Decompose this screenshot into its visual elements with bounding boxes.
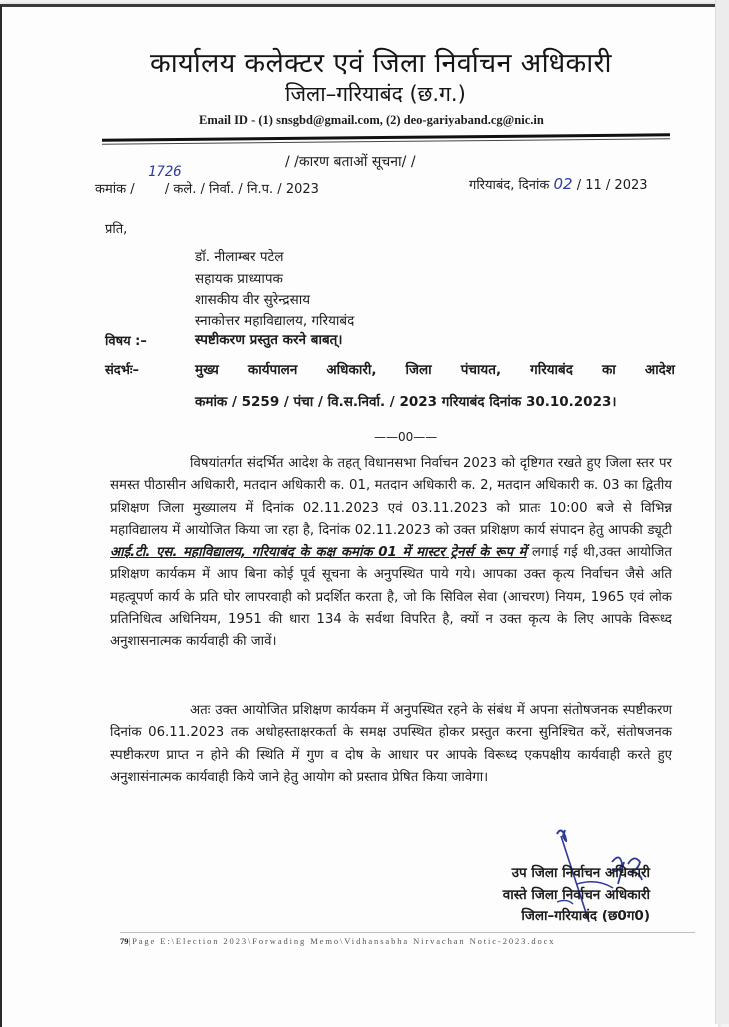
recipient-designation: सहायक प्राध्यापक [195, 271, 283, 287]
page-number: 79 [120, 936, 129, 946]
date-rest: / 11 / 2023 [576, 178, 648, 193]
office-title: कार्यालय कलेक्टर एवं जिला निर्वाचन अधिकारी [150, 48, 612, 79]
reference-number-line [95, 179, 319, 197]
para1-emphasis: आई.टी. एस. महाविद्यालय, गरियाबंद के कक्ष कमांक 01 में मास्टर ट्रेनर्स के रूप में [110, 545, 527, 561]
reference-word: का [601, 362, 616, 378]
ref-prefix: कमांक / [95, 182, 135, 197]
subject-text: स्पष्टीकरण प्रस्तुत करने बाबत्। [195, 332, 343, 348]
document-page [0, 4, 718, 1027]
footer-rule [120, 932, 695, 933]
to-label: प्रति, [105, 222, 128, 237]
reference-word: जिला [405, 362, 432, 378]
reference-label: संदर्भः– [105, 363, 139, 378]
recipient-institution: शासकीय वीर सुरेन्द्रसाय [195, 292, 311, 308]
date-line [469, 175, 648, 193]
body-paragraph-1 [110, 453, 672, 654]
reference-word: अधिकारी, [326, 362, 377, 378]
signatory-district: जिला–गरियाबंद (छ0ग0) [521, 908, 650, 924]
reference-word: आदेश [644, 362, 675, 378]
reference-line-2: कमांक / 5259 / पंचा / वि.स.निर्वा. / 2023 गरियाबंद दिनांक 30.10.2023। [195, 394, 617, 410]
para1-text-start: विषयांतर्गत संदर्भित आदेश के तहत् विधानसभा निर्वाचन 2023 को दृष्टिगत रखते हुए जिला स्तर पर समस्त पीठासीन अधिकारी, मतदान अधिकारी क. 01, मतदान अधिकारी क. 2, मतदान अधिकारी क. 03 का द्वितीय प्रशिक्षण जिला मुख्यालय में दिनांक 02.11.2023 एवं 03.11.2023 को प्रातः 10:00 बजे से विभिन्न महाविद्यालय में आयोजित किया जा रहा है, दिनांक 02.11.2023 को उक्त प्रशिक्षण कार्य संपादन हेतु आपकी ड्यूटी [110, 456, 672, 538]
file-path: |Page E:\Election 2023\Forwading Memo\Vidhansabha Nirvachan Notic-2023.docx [128, 936, 556, 946]
signatory-on-behalf: वास्ते जिला निर्वाचन अधिकारी [502, 887, 650, 903]
reference-word: पंचायत, [460, 362, 502, 378]
handwritten-ref-number: 1726 [148, 164, 182, 180]
scan-edge-strip [715, 0, 729, 1024]
para2-text: अतः उक्त आयोजित प्रशिक्षण कार्यकम में अनुपस्थित रहने के संबंध में अपना संतोषजनक स्पष्टीकरण दिनांक 06.11.2023 तक अधोहस्ताक्षरकर्ता के समक्ष उपस्थित होकर प्रस्तुत करना सुनिश्चित करें, संतोषजनक स्पष्टीकरण प्राप्त न होने की स्थिति में गुण व दोष के आधार पर आपके विरूध्द एकपक्षीय कार्यवाही करते हुए अनुशासंनात्मक कार्यवाही किये जाने हेतु आयोग को प्रस्ताव प्रेषित किया जावेगा। [110, 703, 672, 785]
subject-label: विषय :– [105, 334, 147, 349]
reference-word: कार्यपालन [247, 362, 298, 378]
district-heading: जिला–गरियाबंद (छ.ग.) [285, 82, 466, 106]
notice-title: / /कारण बताओं सूचना/ / [285, 154, 416, 170]
body-paragraph-2 [110, 700, 672, 789]
ref-suffix: / कले. / निर्वा. / नि.प. / 2023 [164, 182, 319, 197]
reference-word: मुख्य [195, 362, 219, 378]
handwritten-date-day: 02 [553, 175, 573, 193]
recipient-institution-location: स्नाकोत्तर महाविद्यालय, गरियाबंद [195, 313, 355, 329]
signatory-designation: उप जिला निर्वाचन अधिकारी [511, 865, 650, 881]
date-prefix: गरियाबंद, दिनांक [469, 178, 550, 193]
footer-file-path [120, 936, 555, 946]
reference-line-1 [195, 360, 675, 378]
email-contact-line: Email ID - (1) snsgbd@gmail.com, (2) deo-gariyaband.cg@nic.in [199, 113, 544, 127]
section-divider: ——00—— [374, 430, 438, 444]
reference-word: गरियाबंद [530, 362, 573, 378]
recipient-name: डॉ. नीलाम्बर पटेल [195, 249, 284, 265]
para1-text-end: लगाई गई थी,उक्त आयोजित प्रशिक्षण कार्यकम में आप बिना कोई पूर्व सूचना के अनुपस्थित पाये गये। आपका उक्त कृत्य निर्वाचन जैसे अति महत्वूपर्ण कार्य के प्रति घोर लापरवाही को प्रदर्शित करता है, जो कि सिविल सेवा (आचरण) नियम, 1965 एवं लोक प्रतिनिधित्व अधिनियम, 1951 की धारा 134 के सर्वथा विपरित है, क्यों न उक्त कृत्य के लिए आपके विरूध्द अनुशासनात्मक कार्यवाही की जावें। [110, 545, 672, 650]
